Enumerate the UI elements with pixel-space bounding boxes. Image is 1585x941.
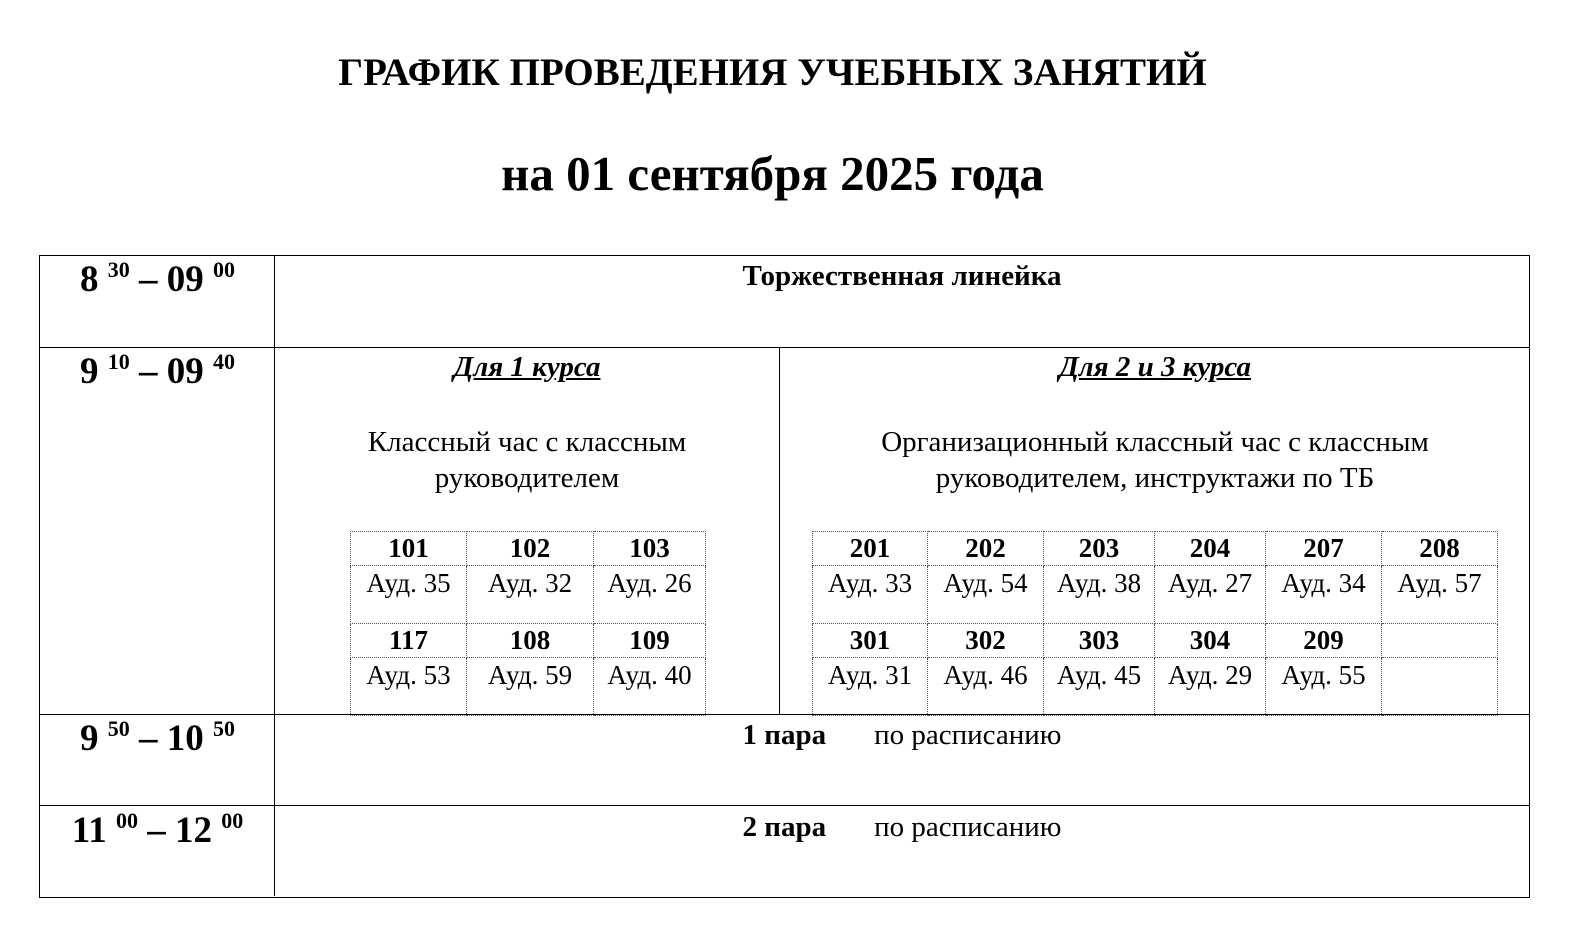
room-number: Ауд. 45 [1044, 658, 1155, 716]
room-number: Ауд. 34 [1266, 566, 1382, 624]
room-number: Ауд. 35 [351, 566, 467, 624]
room-number: Ауд. 53 [351, 658, 467, 716]
room-number: Ауд. 31 [813, 658, 928, 716]
first-course-heading: Для 1 курса [453, 351, 601, 383]
room-number: Ауд. 33 [813, 566, 928, 624]
room-number: Ауд. 29 [1155, 658, 1266, 716]
group-number: 208 [1382, 532, 1498, 566]
room-number: Ауд. 54 [928, 566, 1044, 624]
group-number: 304 [1155, 624, 1266, 658]
page-title: ГРАФИК ПРОВЕДЕНИЯ УЧЕБНЫХ ЗАНЯТИЙ [338, 51, 1207, 94]
schedule-table [39, 255, 1530, 898]
group-number: 207 [1266, 532, 1382, 566]
group-number: 117 [351, 624, 467, 658]
group-number: 204 [1155, 532, 1266, 566]
second-third-course-heading: Для 2 и 3 курса [1058, 351, 1252, 383]
group-number: 201 [813, 532, 928, 566]
group-number [1382, 624, 1498, 658]
row-divider [40, 805, 1529, 806]
group-number: 103 [594, 532, 706, 566]
room-number: Ауд. 40 [594, 658, 706, 716]
row-divider [40, 347, 1529, 348]
time-slot-4: 11 $^{00}$ – 12 $^{00}$ [71, 808, 244, 851]
room-number [1382, 658, 1498, 716]
room-number: Ауд. 32 [467, 566, 594, 624]
time-slot-1: 8 $^{30}$ – 09 $^{00}$ [80, 257, 235, 300]
group-number: 301 [813, 624, 928, 658]
time-slot-3: 9 $^{50}$ – 10 $^{50}$ [80, 716, 235, 759]
course-column-divider [779, 347, 780, 714]
group-number: 109 [594, 624, 706, 658]
group-number: 303 [1044, 624, 1155, 658]
pair-note: по расписанию [874, 719, 1062, 751]
room-number: Ауд. 59 [467, 658, 594, 716]
group-number: 209 [1266, 624, 1382, 658]
pair-note: по расписанию [874, 811, 1062, 843]
second-third-course-rooms-table [812, 531, 1498, 716]
group-number: 102 [467, 532, 594, 566]
pair-1-info [275, 719, 1529, 752]
room-number: Ауд. 55 [1266, 658, 1382, 716]
pair-2-info [275, 811, 1529, 844]
room-number: Ауд. 27 [1155, 566, 1266, 624]
pair-number: 1 пара [742, 719, 827, 751]
room-number: Ауд. 26 [594, 566, 706, 624]
room-number: Ауд. 38 [1044, 566, 1155, 624]
room-number: Ауд. 57 [1382, 566, 1498, 624]
ceremony-label: Торжественная линейка [742, 260, 1062, 292]
first-course-rooms-table [350, 531, 706, 716]
group-number: 302 [928, 624, 1044, 658]
group-number: 202 [928, 532, 1044, 566]
group-number: 108 [467, 624, 594, 658]
group-number: 101 [351, 532, 467, 566]
date-subtitle: на 01 сентября 2025 года [501, 146, 1044, 201]
group-number: 203 [1044, 532, 1155, 566]
second-third-course-description: Организационный классный час с классным руководителем, инструктажи по ТБ [881, 426, 1429, 494]
pair-number: 2 пара [742, 811, 827, 843]
room-number: Ауд. 46 [928, 658, 1044, 716]
first-course-description: Классный час с классным руководителем [367, 426, 687, 494]
time-slot-2: 9 $^{10}$ – 09 $^{40}$ [80, 349, 235, 392]
